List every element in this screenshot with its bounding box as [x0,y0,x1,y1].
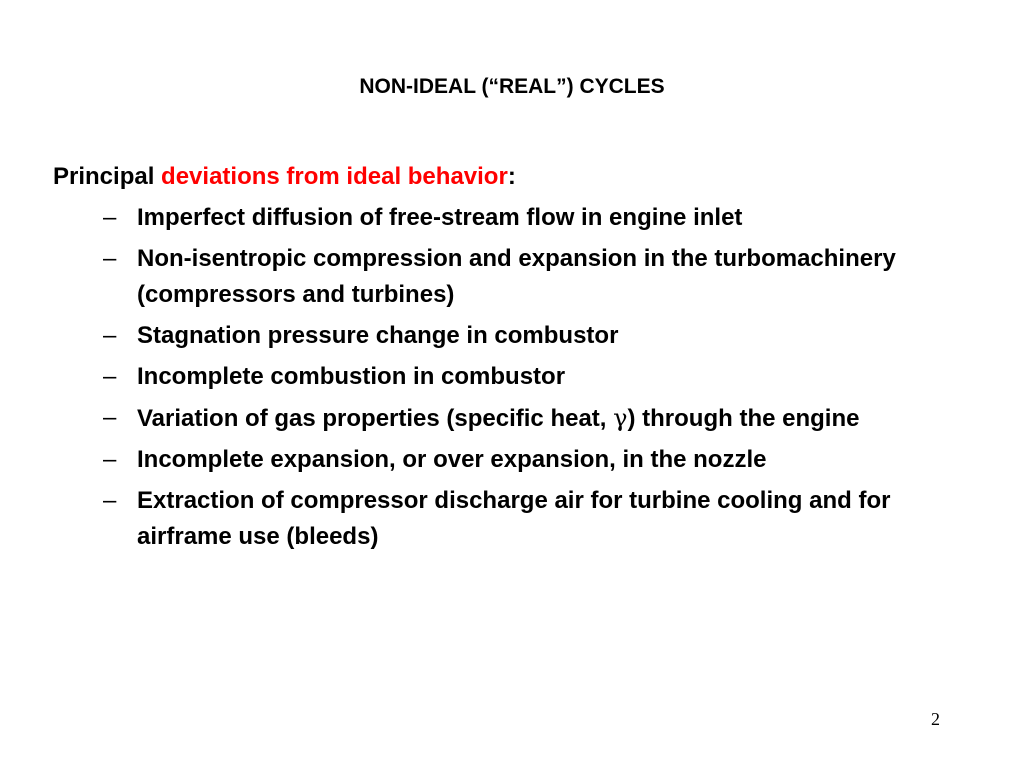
bullet-text: Extraction of compressor discharge air for turbine cooling and for airframe use (bleeds) [137,487,891,550]
bullet-item [103,400,963,437]
bullet-text: Non-isentropic compression and expansion in the turbomachinery (compressors and turbines) [137,245,896,308]
dash-icon: – [103,322,117,349]
bullet-text-after: ) through the engine [627,405,860,432]
bullet-text: Incomplete combustion in combustor [137,363,566,390]
bullet-text: Incomplete expansion, or over expansion, in the nozzle [137,446,767,473]
dash-icon: – [103,204,117,231]
slide-title: NON-IDEAL (“REAL”) CYCLES [359,75,665,98]
intro-suffix: : [507,163,516,190]
bullet-item [103,241,963,313]
bullet-text: Stagnation pressure change in combustor [137,322,619,349]
bullet-item [103,442,963,478]
dash-icon: – [103,487,117,514]
page-number: 2 [931,709,940,729]
intro-highlight: deviations from ideal behavior [161,163,508,190]
dash-icon: – [103,245,117,272]
bullet-item [103,200,963,236]
bullet-text-before: Variation of gas properties (specific heat, [137,405,614,432]
dash-icon: – [103,404,117,431]
bullet-item [103,318,963,354]
intro-prefix: Principal [53,163,162,190]
dash-icon: – [103,363,117,390]
dash-icon: – [103,446,117,473]
bullet-item [103,359,963,395]
bullet-list [103,200,963,560]
gamma-symbol: γ [613,404,628,432]
bullet-text: Imperfect diffusion of free-stream flow in engine inlet [137,204,743,231]
intro-line [53,160,516,194]
bullet-item [103,483,963,555]
